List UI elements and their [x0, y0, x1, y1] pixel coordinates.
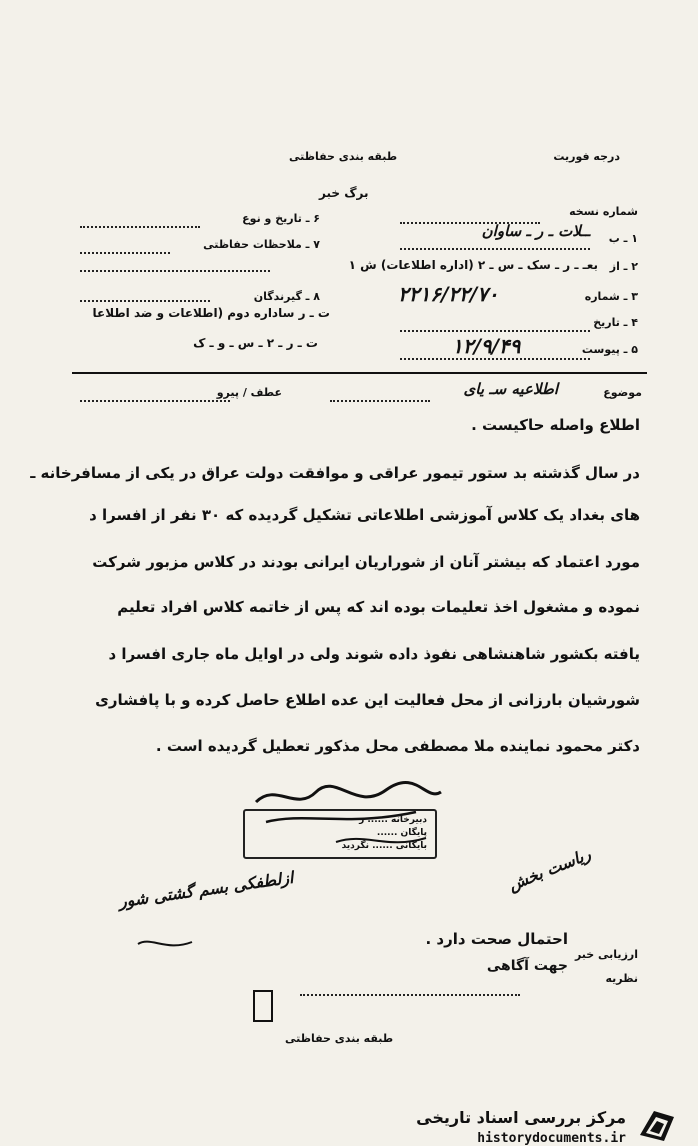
watermark-site: historydocuments.ir	[477, 1131, 626, 1146]
item2-label: ۲ ـ از	[609, 260, 638, 273]
stamp-line: دبیرخانه ...... ر	[359, 815, 427, 825]
intro-text: اطلاع واصله حاکیست .	[471, 416, 640, 434]
dotted-line	[400, 330, 590, 332]
dotted-line	[300, 994, 520, 996]
watermark-brand: مرکز بررسی اسناد تاریخی	[416, 1108, 626, 1127]
dotted-line	[80, 226, 200, 228]
recipient-1: ت ـ ر ساداره دوم (اطلاعات و ضد اطلاعا	[92, 306, 330, 320]
dotted-line	[330, 400, 430, 402]
item8-label: ۸ ـ گیرندگان	[253, 290, 320, 303]
item1-value: ــلات ـ ر ـ ساوان	[481, 222, 590, 240]
number-label: شماره نسخه	[569, 205, 638, 218]
handwritten-mark	[136, 934, 196, 954]
evaluation-label: ارزیابی خبر	[574, 948, 638, 961]
item3-value: ۲۲۱۶/۲۲/۷۰	[398, 282, 499, 306]
opinion-value: جهت آگاهی	[486, 958, 568, 974]
reference-label: عطف / پیرو	[216, 386, 282, 399]
stamp-line: پایگان ......	[376, 828, 427, 838]
dotted-line	[80, 270, 270, 272]
item6-label: ۶ ـ تاریخ و نوع	[242, 212, 320, 225]
body-line: شورشیان بارزانی از محل فعالیت این عده اطلاع حاصل کرده و با پافشاری	[95, 691, 640, 709]
item7-label: ۷ ـ ملاحظات حفاظتی	[203, 238, 320, 251]
archive-logo-icon	[634, 1105, 680, 1145]
opinion-label: نظریه	[605, 972, 638, 985]
item1-label: ۱ ـ ب	[608, 232, 638, 245]
urgency-label: درجه فوریت	[553, 150, 620, 163]
item2-value: بعـ ـ ر ـ سک ـ س ـ ۲ (اداره اطلاعات) ش ۱	[348, 258, 598, 272]
section-divider	[72, 372, 647, 374]
handwritten-note-left: ازلطفکی بسم گشتی شور	[117, 867, 295, 912]
subject-label: موضوع	[603, 386, 642, 399]
body-line: یافته بکشور شاهنشاهی نفوذ داده شوند ولی در اوایل ماه جاری افسرا د	[108, 645, 640, 663]
dotted-line	[400, 358, 590, 360]
stamp-line: بایگانی ...... نگردید	[341, 841, 427, 851]
initial-box	[253, 990, 273, 1022]
dotted-line	[80, 400, 230, 402]
form-title: برگ خبر	[319, 186, 369, 200]
recipient-2: ت ـ ر ـ ۲ ـ س ـ و ـ ک	[193, 336, 318, 350]
body-line: در سال گذشته بد ستور تیمور عراقی و موافقت دولت عراق در یکی از مسافرخانه ـ	[30, 464, 640, 482]
item3-label: ۳ ـ شماره	[584, 290, 638, 303]
classification-top: طبقه بندی حفاظتی	[289, 150, 398, 163]
dotted-line	[80, 300, 210, 302]
item5-value: ۱۲/۹/۴۹	[452, 334, 521, 358]
body-line: مورد اعتماد که بیشتر آنان از شوراریان ایرانی بودند در کلاس مزبور شرکت	[92, 553, 640, 571]
body-line: های بغداد یک کلاس آموزشی اطلاعاتی تشکیل گردیده که ۳۰ نفر از افسرا د	[89, 506, 640, 524]
handwritten-note-right: ریاست بخش	[505, 844, 594, 895]
subject-value: اطلاعیه سـ یای	[463, 380, 558, 398]
body-line: دکتر محمود نماینده ملا مصطفی محل مذکور تعطیل گردیده است .	[155, 737, 640, 755]
evaluation-value: احتمال صحت دارد .	[425, 930, 568, 948]
body-line: نموده و مشغول اخذ تعلیمات بوده اند که پس از خاتمه کلاس افراد تعلیم	[117, 598, 640, 616]
item5-label: ۵ ـ پیوست	[581, 343, 638, 356]
registry-stamp	[243, 809, 437, 859]
dotted-line	[400, 248, 590, 250]
item4-label: ۴ ـ تاریخ	[593, 316, 638, 329]
classification-bottom: طبقه بندی حفاظتی	[285, 1032, 394, 1045]
dotted-line	[80, 252, 170, 254]
